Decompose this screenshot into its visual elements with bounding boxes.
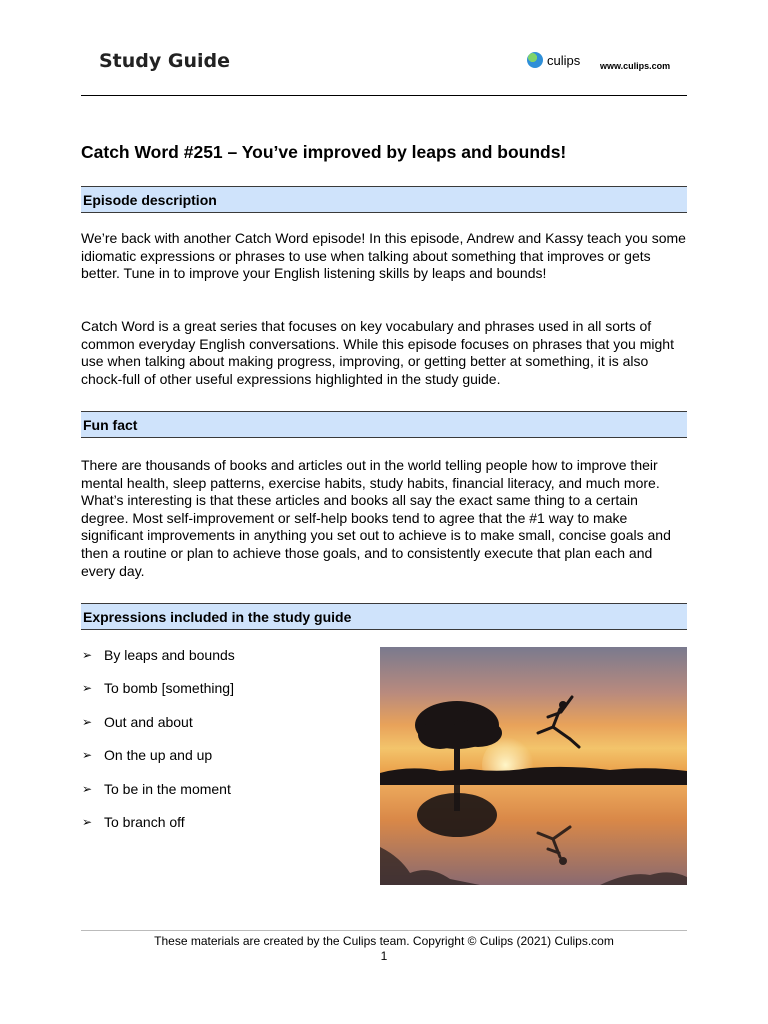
arrow-bullet-icon: ➢ bbox=[82, 781, 93, 796]
funfact-paragraph: There are thousands of books and articles out in the world telling people how to improve their mental health, sleep patterns, exercise habits, study habits, financial literacy, and much more. What’s interesting is that these articles and books all say the exact same thing to a certain degree. Most self-improvement or self-help books tend to agree that the #1 way to make significant improvements in anything you set out to achieve is to make small, concise goals and then a routine or plan to achieve those goals, and to consistently execute that plan each and every day. bbox=[81, 457, 671, 579]
section-heading-text: Expressions included in the study guide bbox=[83, 609, 352, 625]
globe-icon bbox=[527, 52, 543, 68]
arrow-bullet-icon: ➢ bbox=[82, 681, 93, 696]
list-item: ➢ To be in the moment bbox=[82, 780, 231, 797]
list-item: ➢ On the up and up bbox=[82, 747, 213, 764]
list-item: ➢ To branch off bbox=[82, 813, 185, 830]
section-heading-expressions bbox=[81, 603, 687, 630]
logo-text: culips bbox=[547, 52, 581, 68]
section-heading-funfact bbox=[81, 411, 687, 438]
footer-copyright: These materials are created by the Culips team. Copyright © Culips (2021) Culips.com bbox=[154, 934, 614, 948]
list-item: ➢ Out and about bbox=[82, 713, 193, 730]
header-url: www.culips.com bbox=[600, 61, 671, 71]
list-item: ➢ To bomb [something] bbox=[82, 680, 234, 697]
arrow-bullet-icon: ➢ bbox=[82, 714, 93, 729]
sunset-jump-photo bbox=[380, 647, 687, 885]
arrow-bullet-icon: ➢ bbox=[82, 748, 93, 763]
page-header bbox=[81, 40, 687, 96]
page-footer bbox=[81, 930, 687, 963]
list-item: ➢ By leaps and bounds bbox=[82, 647, 235, 663]
episode-paragraph-2: Catch Word is a great series that focuses on key vocabulary and phrases used in all sorts of common everyday English conversations. While this episode focuses on phrases that you might use when talking about making progress, improving, or getting better at something, it is also chock-full of other useful expressions highlighted in the study guide. bbox=[81, 318, 674, 387]
document-title: Catch Word #251 – You’ve improved by leaps and bounds! bbox=[81, 142, 567, 162]
expressions-list bbox=[82, 647, 362, 847]
section-heading-text: Episode description bbox=[83, 192, 217, 208]
page-number: 1 bbox=[380, 949, 388, 963]
section-heading-text: Fun fact bbox=[83, 417, 138, 433]
arrow-bullet-icon: ➢ bbox=[82, 814, 93, 829]
header-title: Study Guide bbox=[99, 50, 231, 72]
section-heading-episode bbox=[81, 186, 687, 213]
episode-paragraph-1: We’re back with another Catch Word episode! In this episode, Andrew and Kassy teach you some idiomatic expressions or phrases to use when talking about something that improves or gets better. Tune in to improve your English listening skills by leaps and bounds! bbox=[81, 230, 686, 282]
arrow-bullet-icon: ➢ bbox=[82, 648, 93, 662]
culips-logo bbox=[527, 52, 580, 68]
